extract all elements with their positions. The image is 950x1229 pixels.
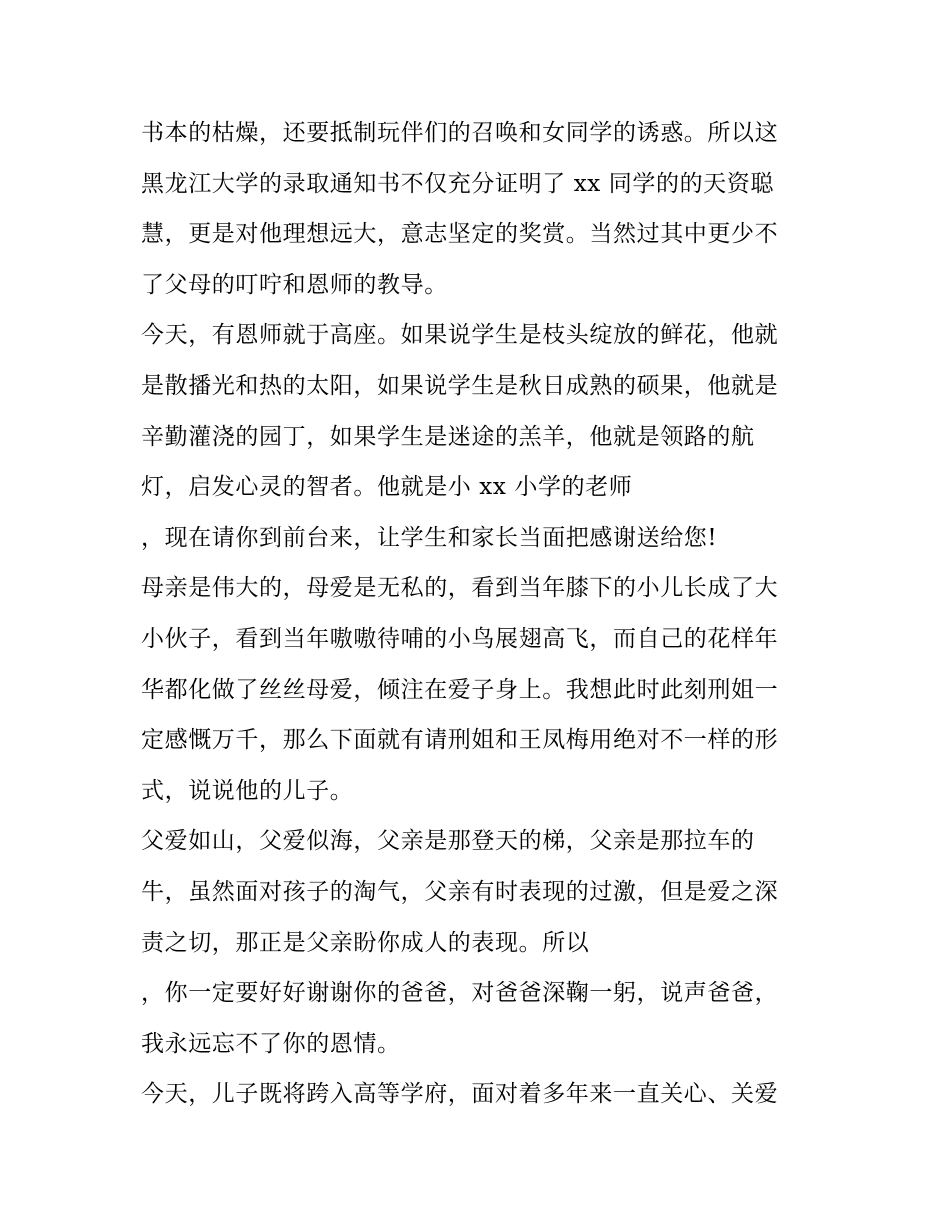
body-text [141, 108, 821, 1120]
text-line: 我永远忘不了你的恩情。 [141, 1030, 401, 1057]
text-line: 父爱如山，父爱似海，父亲是那登天的梯，父亲是那拉车的 [141, 828, 755, 855]
text-line: 是散播光和热的太阳，如果说学生是秋日成熟的硕果，他就是 [141, 372, 779, 399]
text-line: 小伙子，看到当年嗷嗷待哺的小鸟展翅高飞，而自己的花样年 [141, 625, 779, 652]
text-line: 慧，更是对他理想远大，意志坚定的奖赏。当然过其中更少不 [141, 221, 779, 248]
text-line: 今天，有恩师就于高座。如果说学生是枝头绽放的鲜花，他就 [141, 322, 779, 349]
text-line: 母亲是伟大的，母爱是无私的，看到当年膝下的小儿长成了大 [141, 575, 779, 602]
text-line: 牛，虽然面对孩子的淘气，父亲有时表现的过激，但是爱之深 [141, 878, 779, 905]
text-line: ，你一定要好好谢谢你的爸爸，对爸爸深鞠一躬，说声爸爸， [141, 980, 779, 1007]
text-line: ，现在请你到前台来，让学生和家长当面把感谢送给您! [141, 524, 718, 551]
text-line: 书本的枯燥，还要抵制玩伴们的召唤和女同学的诱惑。所以这 [141, 120, 779, 146]
text-line: 灯，启发心灵的智者。他就是小 xx 小学的老师 [141, 474, 633, 501]
text-line: 辛勤灌浇的园丁，如果学生是迷途的羔羊，他就是领路的航 [141, 423, 755, 450]
text-line: 式，说说他的儿子。 [141, 777, 354, 804]
text-line: 定感慨万千，那么下面就有请刑姐和王凤梅用绝对不一样的形 [141, 727, 779, 754]
text-line: 华都化做了丝丝母爱，倾注在爱子身上。我想此时此刻刑姐一 [141, 676, 779, 703]
text-line: 了父母的叮咛和恩师的教导。 [141, 271, 448, 298]
text-line: 黑龙江大学的录取通知书不仅充分证明了 xx 同学的的天资聪 [141, 170, 774, 197]
text-line: 今天，儿子既将跨入高等学府，面对着多年来一直关心、关爱 [141, 1081, 779, 1108]
text-line: 责之切，那正是父亲盼你成人的表现。所以 [141, 929, 590, 956]
